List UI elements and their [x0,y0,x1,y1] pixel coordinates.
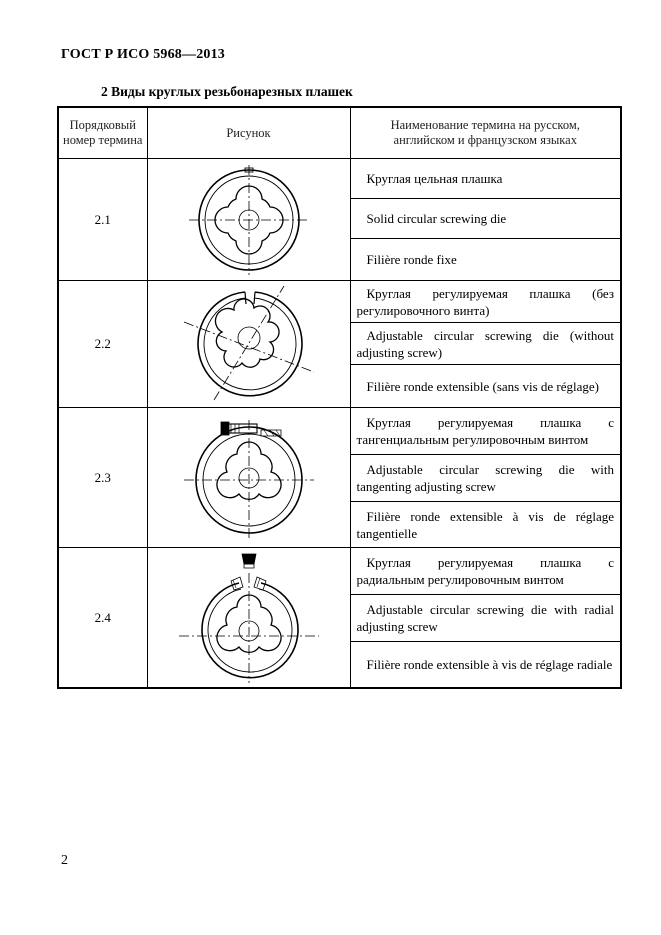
terms-table [57,106,622,689]
term-figure [147,548,350,689]
term-name-en: Adjustable circular screwing die with radial adjusting screw [351,595,621,642]
page-number: 2 [61,853,68,868]
table-row [58,159,621,281]
term-number: 2.4 [58,548,147,689]
term-name-en: Adjustable circular screwing die with tangenting adjusting screw [351,455,621,502]
term-figure [147,159,350,281]
term-names [350,281,621,408]
term-name-ru: Круглая регулируемая плашка (без регулировочного винта) [351,281,621,323]
term-names [350,548,621,689]
term-number: 2.2 [58,281,147,408]
solid-circular-die-drawing-icon [149,161,349,279]
term-figure [147,408,350,548]
adjustable-die-radial-screw-drawing-icon [149,551,349,685]
term-names [350,408,621,548]
term-name-fr: Filière ronde extensible (sans vis de réglage) [366,378,599,394]
table-header-row [58,107,621,159]
term-name-fr: Filière ronde extensible à vis de réglage tangentielle [356,508,614,541]
column-header-figure: Рисунок [147,107,350,159]
adjustable-die-without-screw-drawing-icon [149,282,349,406]
term-name-ru: Круглая регулируемая плашка с радиальным регулировочным винтом [351,548,621,595]
term-number: 2.1 [58,159,147,281]
term-figure [147,281,350,408]
term-name-en: Solid circular screwing die [351,199,621,239]
term-names [350,159,621,281]
table-row [58,281,621,408]
term-name-fr: Filière ronde extensible à vis de réglage radiale [366,657,613,672]
table-row [58,408,621,548]
section-title: 2 Виды круглых резьбонарезных плашек [101,84,353,99]
adjustable-die-tangential-screw-drawing-icon [149,412,349,544]
column-header-number: Порядковый номер термина [58,107,147,159]
term-name-ru: Круглая регулируемая плашка с тангенциальным регулировочным винтом [351,408,621,455]
term-number: 2.3 [58,408,147,548]
term-name-ru: Круглая цельная плашка [351,159,621,199]
document-header: ГОСТ Р ИСО 5968—2013 [61,47,226,62]
column-header-name: Наименование термина на русском, английском и французском языках [350,107,621,159]
term-name-en: Adjustable circular screwing die (without adjusting screw) [351,323,621,365]
term-name-fr: Filière ronde fixe [366,252,457,267]
table-row [58,548,621,689]
